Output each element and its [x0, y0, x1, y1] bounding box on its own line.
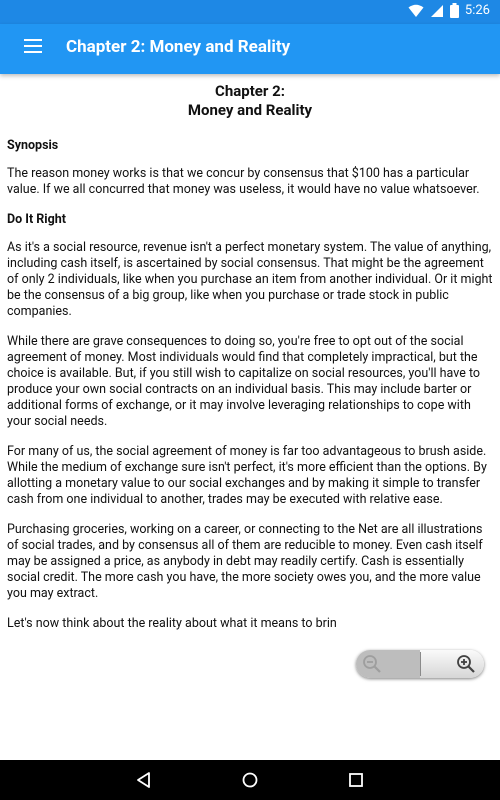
- hamburger-menu-icon[interactable]: [24, 39, 42, 59]
- paragraph: The reason money works is that we concur by consensus that $100 has a particular value. If we all concurred that money was useless, it would have no value whatsoever.: [7, 166, 480, 197]
- paragraph: For many of us, the social agreement of money is far too advantageous to brush aside. While the medium of exchange sure isn't perfect, it's more efficient than the options. By allotting a monetary value to our social exchanges and by making it simple to transfer cash from one individual to another, trades may be executed with relative ease.: [7, 444, 487, 507]
- zoom-in-button[interactable]: [421, 650, 484, 678]
- paragraph: While there are grave consequences to doing so, you're free to opt out of the social agreement of money. Most individuals would find that completely impractical, but the choice is available. But, if you still wish to capitalize on social resources, you'll have to produce your own social contracts on an individual basis. This may include barter or additional forms of exchange, or it may involve leveraging relationships to cope with your social needs.: [7, 334, 481, 429]
- wifi-icon: [408, 4, 424, 18]
- zoom-out-icon: [362, 654, 382, 674]
- app-bar-title: Chapter 2: Money and Reality: [66, 37, 291, 57]
- chapter-title-line1: Chapter 2:: [215, 82, 285, 100]
- paragraph: Let's now think about the reality about what it means to brin: [7, 616, 337, 631]
- zoom-out-button[interactable]: [356, 650, 420, 678]
- zoom-in-icon: [456, 654, 476, 674]
- paragraph: Purchasing groceries, working on a career, or connecting to the Net are all illustrations of social trades, and by consensus all of them are reducible to money. Even cash itself may be assigned a price, as anybody in debt may readily certify. Cash is essentially social credit. The more cash you have, the more society owes you, and the more value you may extract.: [7, 522, 483, 601]
- home-icon[interactable]: [240, 770, 260, 790]
- app-bar: [0, 24, 500, 74]
- battery-icon: [450, 3, 459, 18]
- status-time: 5:26: [464, 3, 490, 18]
- signal-icon: [430, 4, 444, 18]
- section-heading-synopsis: Synopsis: [7, 138, 59, 153]
- paragraph: As it's a social resource, revenue isn't a perfect monetary system. The value of anything, including cash itself, is ascertained by social consensus. That might be the agreement of only 2 individuals, like when you purchase an item from another individual. Or it might be the consensus of a big group, like when you purchase or trade stock in public companies.: [7, 240, 493, 319]
- zoom-control: [356, 650, 484, 678]
- navigation-bar: [0, 760, 500, 800]
- article-content: [7, 82, 493, 646]
- status-icons: [408, 3, 490, 18]
- recents-icon[interactable]: [346, 770, 366, 790]
- back-icon[interactable]: [134, 770, 154, 790]
- status-bar: [0, 0, 500, 24]
- chapter-title-line2: Money and Reality: [187, 101, 313, 119]
- chapter-title: [7, 82, 493, 120]
- section-heading-do-it-right: Do It Right: [7, 212, 66, 227]
